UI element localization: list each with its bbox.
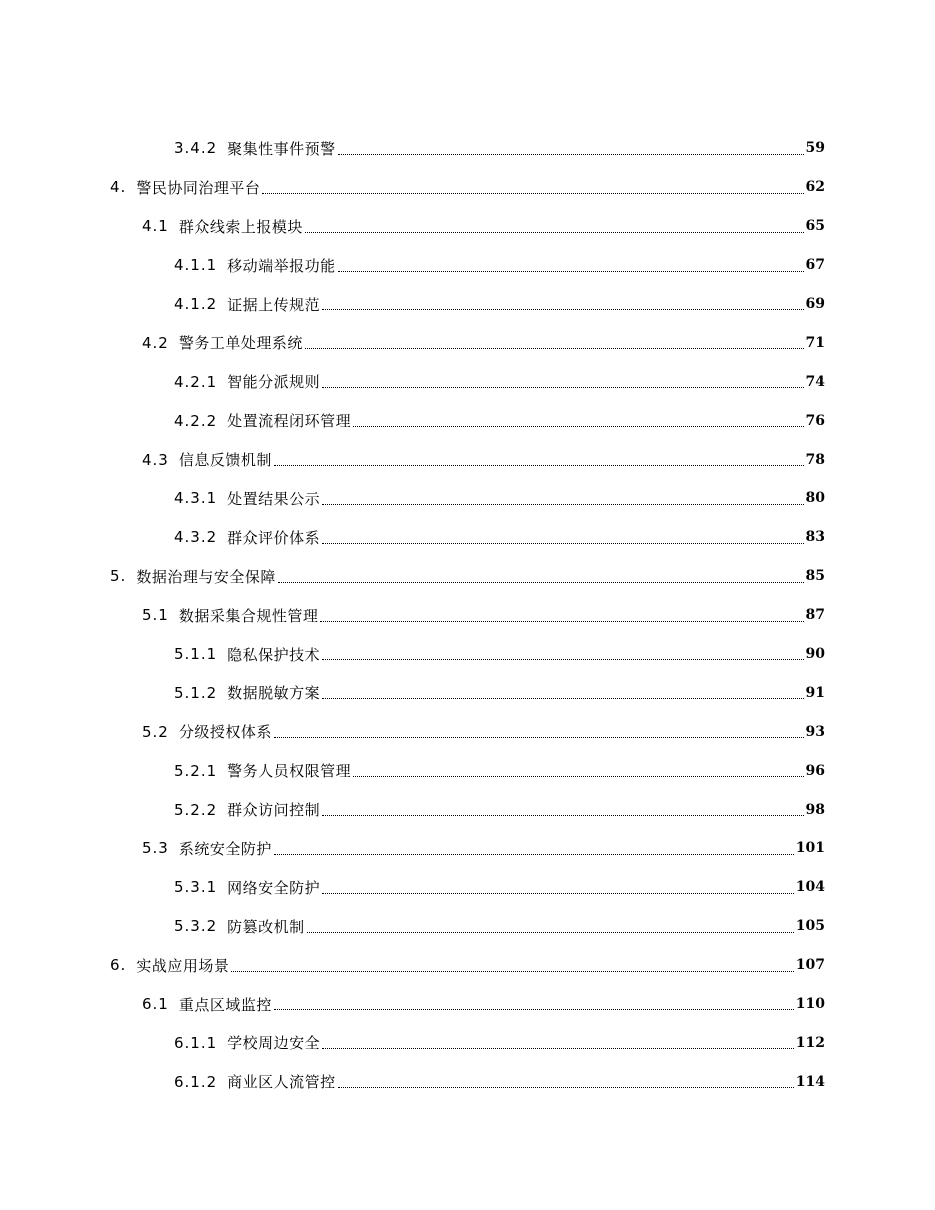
toc-entry-title: 重点区域监控 xyxy=(178,995,272,1014)
toc-entry-title: 证据上传规范 xyxy=(227,295,321,314)
toc-entry-title: 移动端举报功能 xyxy=(227,256,336,275)
toc-entry-page-number: 104 xyxy=(795,879,825,896)
toc-entry-title: 隐私保护技术 xyxy=(227,645,321,664)
toc-entry-number: 4.2.2 xyxy=(174,411,218,430)
toc-entry-title: 警务人员权限管理 xyxy=(227,762,352,781)
toc-entry-page-number: 76 xyxy=(805,412,825,429)
toc-entry-title: 数据治理与安全保障 xyxy=(136,567,276,586)
toc-entry-title: 信息反馈机制 xyxy=(178,451,272,470)
dot-leader xyxy=(307,932,794,933)
toc-entry-title: 群众访问控制 xyxy=(227,801,321,820)
dot-leader xyxy=(353,426,803,427)
toc-entry[interactable] xyxy=(0,1062,935,1101)
toc-entry-number: 5.2.1 xyxy=(174,761,218,780)
toc-entry-title: 网络安全防护 xyxy=(227,878,321,897)
toc-entry-number: 6. xyxy=(110,956,127,975)
toc-entry-page-number: 105 xyxy=(795,918,825,935)
toc-entry[interactable] xyxy=(0,518,935,557)
toc-entry[interactable] xyxy=(0,907,935,946)
toc-entry[interactable] xyxy=(0,946,935,985)
toc-entry[interactable] xyxy=(0,712,935,751)
toc-entry-number: 5.3.1 xyxy=(174,878,218,897)
dot-leader xyxy=(322,504,803,505)
dot-leader xyxy=(322,698,803,699)
dot-leader xyxy=(274,854,794,855)
dot-leader xyxy=(322,659,803,660)
toc-entry[interactable] xyxy=(0,168,935,207)
toc-entry-page-number: 98 xyxy=(805,801,825,818)
dot-leader xyxy=(322,1048,794,1049)
toc-entry-title: 系统安全防护 xyxy=(178,839,272,858)
toc-entry[interactable] xyxy=(0,751,935,790)
toc-entry[interactable] xyxy=(0,868,935,907)
toc-entry[interactable] xyxy=(0,596,935,635)
toc-entry-number: 6.1.2 xyxy=(174,1072,218,1091)
toc-entry-page-number: 85 xyxy=(805,568,825,585)
toc-entry-number: 5.2 xyxy=(142,722,169,741)
toc-entry[interactable] xyxy=(0,207,935,246)
toc-entry-page-number: 114 xyxy=(795,1073,825,1090)
toc-entry-number: 5.1.2 xyxy=(174,683,218,702)
toc-entry-title: 数据采集合规性管理 xyxy=(178,606,319,625)
toc-entry[interactable] xyxy=(0,440,935,479)
dot-leader xyxy=(353,776,803,777)
toc-entry-page-number: 112 xyxy=(795,1034,825,1051)
toc-entry-title: 警民协同治理平台 xyxy=(136,178,261,197)
dot-leader xyxy=(338,1087,794,1088)
toc-entry-title: 聚集性事件预警 xyxy=(227,139,336,158)
dot-leader xyxy=(262,193,803,194)
toc-entry-title: 智能分派规则 xyxy=(227,373,321,392)
toc-entry-number: 5.3.2 xyxy=(174,917,218,936)
toc-entry-page-number: 80 xyxy=(805,490,825,507)
toc-entry-page-number: 71 xyxy=(805,334,825,351)
dot-leader xyxy=(322,543,803,544)
dot-leader xyxy=(274,465,804,466)
dot-leader xyxy=(278,582,804,583)
toc-entry-number: 4.2 xyxy=(142,333,169,352)
toc-entry-number: 4.1 xyxy=(142,217,169,236)
toc-entry-title: 处置流程闭环管理 xyxy=(227,412,352,431)
toc-entry-page-number: 110 xyxy=(795,996,825,1013)
toc-entry-number: 4. xyxy=(110,178,127,197)
toc-entry-number: 5.1 xyxy=(142,606,169,625)
toc-entry-page-number: 96 xyxy=(805,762,825,779)
toc-entry-page-number: 62 xyxy=(805,179,825,196)
toc-entry-number: 6.1 xyxy=(142,995,169,1014)
toc-entry-title: 数据脱敏方案 xyxy=(227,684,321,703)
toc-entry-title: 防篡改机制 xyxy=(227,917,305,936)
toc-entry-number: 3.4.2 xyxy=(174,139,218,158)
dot-leader xyxy=(274,737,804,738)
toc-entry[interactable] xyxy=(0,985,935,1024)
toc-entry-title: 警务工单处理系统 xyxy=(178,334,303,353)
toc-entry[interactable] xyxy=(0,829,935,868)
toc-entry[interactable] xyxy=(0,246,935,285)
toc-entry[interactable] xyxy=(0,557,935,596)
toc-entry-number: 4.1.1 xyxy=(174,256,218,275)
toc-entry-page-number: 87 xyxy=(805,607,825,624)
dot-leader xyxy=(305,232,804,233)
toc-entry-title: 分级授权体系 xyxy=(178,723,272,742)
dot-leader xyxy=(322,387,803,388)
toc-entry[interactable] xyxy=(0,1023,935,1062)
dot-leader xyxy=(338,154,804,155)
toc-entry[interactable] xyxy=(0,790,935,829)
toc-entry[interactable] xyxy=(0,129,935,168)
toc-entry-number: 4.3 xyxy=(142,450,169,469)
toc-entry-title: 处置结果公示 xyxy=(227,489,321,508)
toc-entry-number: 4.1.2 xyxy=(174,295,218,313)
toc-entry-page-number: 91 xyxy=(805,684,825,701)
dot-leader xyxy=(338,271,804,272)
toc-entry-title: 实战应用场景 xyxy=(136,956,230,975)
toc-entry[interactable] xyxy=(0,673,935,712)
toc-entry-number: 5.2.2 xyxy=(174,800,218,819)
toc-entry-title: 学校周边安全 xyxy=(227,1034,321,1053)
toc-entry-page-number: 83 xyxy=(805,529,825,546)
toc-entry-page-number: 93 xyxy=(805,723,825,740)
toc-entry-number: 5.3 xyxy=(142,839,169,858)
toc-entry-page-number: 78 xyxy=(805,451,825,468)
toc-entry[interactable] xyxy=(0,323,935,362)
dot-leader xyxy=(305,348,804,349)
toc-entry[interactable] xyxy=(0,362,935,401)
toc-entry-number: 5. xyxy=(110,567,127,586)
dot-leader xyxy=(322,815,803,816)
toc-entry-number: 6.1.1 xyxy=(174,1033,218,1052)
toc-entry-page-number: 101 xyxy=(795,840,825,857)
toc-entry-number: 4.2.1 xyxy=(174,372,218,391)
toc-entry-page-number: 67 xyxy=(805,257,825,274)
toc-entry[interactable] xyxy=(0,401,935,440)
dot-leader xyxy=(320,621,803,622)
toc-entry-number: 5.1.1 xyxy=(174,645,218,664)
toc-entry[interactable] xyxy=(0,479,935,518)
dot-leader xyxy=(322,893,794,894)
table-of-contents xyxy=(0,129,935,1101)
dot-leader xyxy=(274,1009,794,1010)
toc-entry-page-number: 107 xyxy=(795,957,825,974)
toc-entry-title: 群众线索上报模块 xyxy=(178,217,303,236)
dot-leader xyxy=(231,971,793,972)
toc-entry-title: 商业区人流管控 xyxy=(227,1073,336,1092)
toc-entry-page-number: 90 xyxy=(805,646,825,663)
toc-entry[interactable] xyxy=(0,285,935,324)
toc-entry-page-number: 69 xyxy=(805,296,825,312)
toc-entry-page-number: 59 xyxy=(805,140,825,157)
toc-entry-number: 4.3.1 xyxy=(174,489,218,508)
toc-entry-title: 群众评价体系 xyxy=(227,528,321,547)
toc-entry[interactable] xyxy=(0,635,935,674)
toc-entry-page-number: 65 xyxy=(805,218,825,235)
toc-entry-number: 4.3.2 xyxy=(174,528,218,547)
toc-entry-page-number: 74 xyxy=(805,373,825,390)
dot-leader xyxy=(322,309,803,310)
